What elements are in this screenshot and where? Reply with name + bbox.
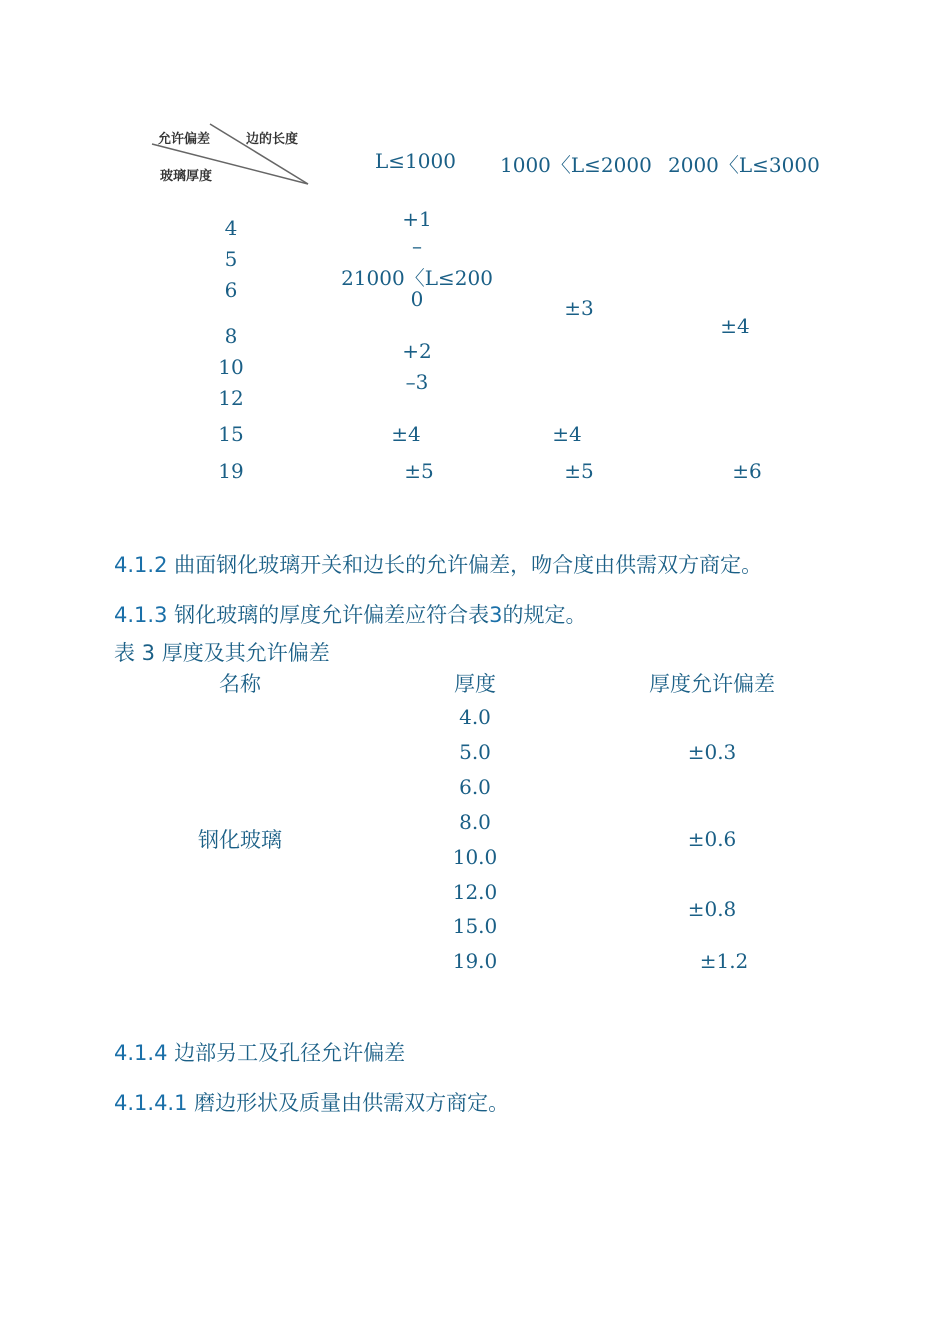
clause-text: 的规定。	[502, 603, 587, 627]
table2-thickness: 8	[224, 324, 238, 348]
table3-thickness: 4.0	[459, 705, 491, 729]
clause-number: 4.1.2	[114, 553, 168, 577]
table3-tolerance: ±0.3	[687, 740, 737, 764]
table3-tolerance: ±1.2	[699, 949, 749, 973]
table3-thickness: 10.0	[452, 845, 498, 869]
table2-col1-value: ±4	[391, 422, 421, 446]
corner-label-glass-thickness: 玻璃厚度	[160, 169, 213, 184]
table3-caption: 表 3 厚度及其允许偏差	[114, 641, 330, 665]
corner-label-edge-length: 边的长度	[246, 132, 299, 147]
table2-col3-value: ±4	[720, 314, 750, 338]
table3-thickness: 12.0	[452, 880, 498, 904]
table3-tolerance: ±0.6	[687, 827, 737, 851]
table3-thickness: 5.0	[459, 740, 491, 764]
table2-col1-value: –	[412, 234, 422, 258]
table3-name-cell: 钢化玻璃	[198, 828, 282, 852]
table2-thickness: 10	[218, 355, 244, 379]
table3-header-name: 名称	[219, 672, 261, 696]
table3-thickness: 6.0	[459, 775, 491, 799]
table2-col-header-1: L≤1000	[375, 149, 456, 173]
table3-header-thickness: 厚度	[454, 672, 496, 696]
table2-col2-value: ±5	[564, 459, 594, 483]
table2-thickness: 5	[224, 247, 238, 271]
table2-col1-value: +1	[402, 207, 432, 231]
clause-text: 边部另工及孔径允许偏差	[167, 1041, 406, 1065]
table2-thickness: 6	[224, 278, 238, 302]
table2-col2-value: ±3	[564, 296, 594, 320]
table2-col1-value: +2	[402, 339, 432, 363]
table2-col-header-3: 2000〈L≤3000	[668, 153, 820, 177]
table3-thickness: 8.0	[459, 810, 491, 834]
table-reference: 3	[489, 603, 503, 627]
clause-text: 曲面钢化玻璃开关和边长的允许偏差，吻合度由供需双方商定。	[167, 553, 763, 577]
table2-col1-value: 21000〈L≤200	[341, 266, 493, 290]
table2-col-header-2: 1000〈L≤2000	[500, 153, 652, 177]
clause-text: 钢化玻璃的厚度允许偏差应符合表	[167, 603, 490, 627]
table2-thickness: 4	[224, 216, 238, 240]
corner-label-tolerance: 允许偏差	[158, 132, 211, 147]
table2-col2-value: ±4	[552, 422, 582, 446]
paragraph-4-1-3	[114, 599, 587, 629]
paragraph-4-1-4	[114, 1037, 405, 1067]
table3-thickness: 19.0	[452, 949, 498, 973]
table2-thickness: 12	[218, 386, 244, 410]
table2-col1-value: 0	[410, 287, 424, 311]
table3-thickness: 15.0	[452, 914, 498, 938]
clause-number: 4.1.3	[114, 603, 168, 627]
table3-header-tolerance: 厚度允许偏差	[649, 672, 775, 696]
table2-col1-value: –3	[405, 370, 429, 394]
table2-col3-value: ±6	[732, 459, 762, 483]
clause-number: 4.1.4	[114, 1041, 168, 1065]
clause-text: 磨边形状及质量由供需双方商定。	[187, 1091, 510, 1115]
table2-col1-value: ±5	[404, 459, 434, 483]
paragraph-4-1-4-1	[114, 1087, 509, 1117]
paragraph-4-1-2	[114, 549, 762, 579]
table2-thickness: 19	[218, 459, 244, 483]
clause-number: 4.1.4.1	[114, 1091, 188, 1115]
table3-tolerance: ±0.8	[687, 897, 737, 921]
table2-thickness: 15	[218, 422, 244, 446]
